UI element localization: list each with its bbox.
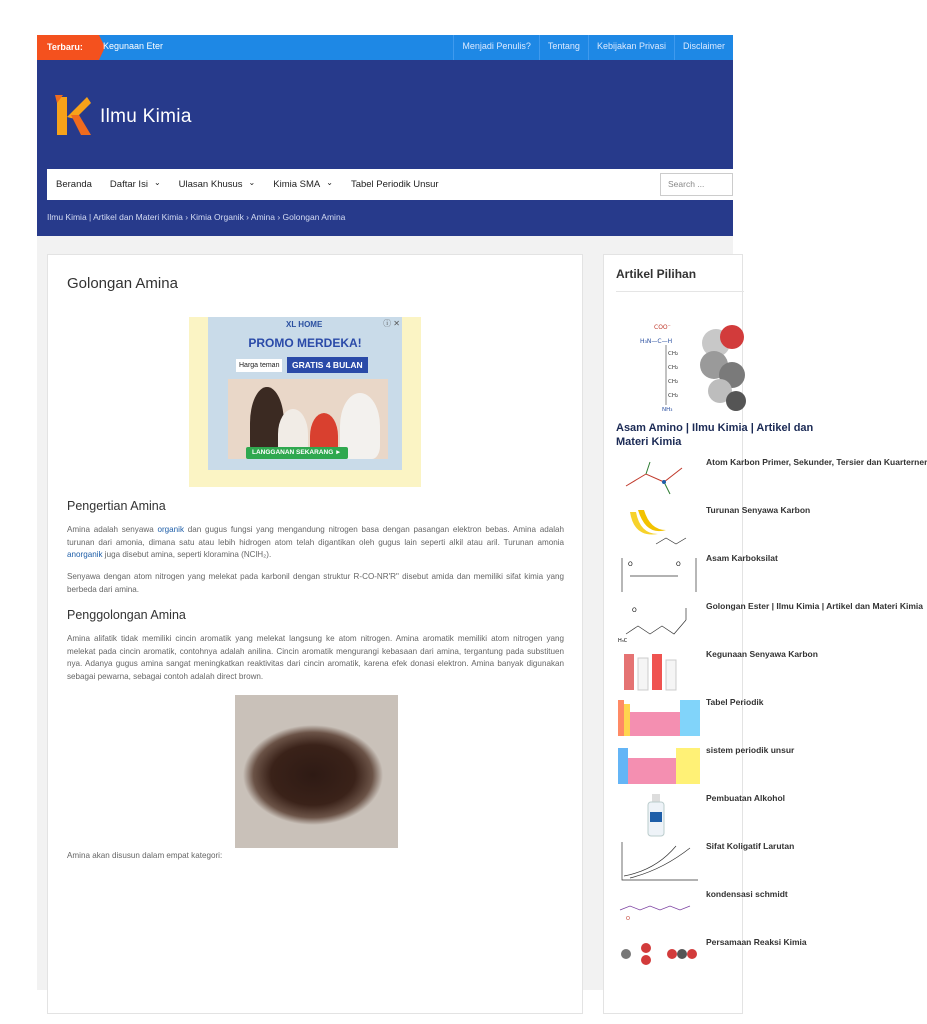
page bbox=[37, 35, 927, 990]
top-nav bbox=[453, 35, 733, 60]
thumbnail-ester bbox=[616, 600, 702, 644]
link-organik[interactable]: organik bbox=[157, 525, 184, 534]
para-text: juga disebut amina, seperti kloramina (NClH₂). bbox=[102, 550, 272, 560]
sidebar-item-pembuatan-alkohol[interactable] bbox=[616, 792, 816, 836]
chevron-down-icon: ⌄ bbox=[248, 178, 256, 187]
svg-text:CH₂: CH₂ bbox=[668, 365, 679, 371]
sidebar-item-atom-karbon[interactable] bbox=[616, 456, 927, 500]
site-logo-text[interactable]: Ilmu Kimia bbox=[100, 106, 192, 127]
nav-daftar-isi[interactable] bbox=[101, 179, 170, 190]
sidebar-item-label: Asam Karboksilat bbox=[706, 553, 778, 563]
paragraph-kategori: Amina akan disusun dalam empat kategori: bbox=[67, 851, 223, 860]
section-heading-pengertian: Pengertian Amina bbox=[67, 499, 166, 513]
sidebar-item-golongan-ester[interactable] bbox=[616, 600, 923, 644]
thumbnail-carbon-structure bbox=[616, 456, 702, 500]
sidebar-item-label: sistem periodik unsur bbox=[706, 745, 795, 755]
page-title: Golongan Amina bbox=[67, 275, 178, 292]
svg-text:CH₂: CH₂ bbox=[668, 351, 679, 357]
sidebar-item-tabel-periodik[interactable] bbox=[616, 696, 816, 740]
para-text: Amina adalah senyawa bbox=[67, 525, 158, 534]
chevron-down-icon: ⌄ bbox=[153, 178, 161, 187]
thumbnail-periodic-table bbox=[616, 696, 702, 740]
ad-banner[interactable] bbox=[208, 317, 402, 470]
thumbnail-banana bbox=[616, 504, 702, 548]
top-link-tentang[interactable]: Tentang bbox=[539, 35, 588, 60]
thumbnail-graph bbox=[616, 840, 702, 884]
sidebar-item-label: Kegunaan Senyawa Karbon bbox=[706, 649, 818, 659]
divider bbox=[616, 291, 744, 292]
breadcrumb[interactable]: Ilmu Kimia | Artikel dan Materi Kimia › Kimia Organik › Amina › Golongan Amina bbox=[47, 212, 346, 222]
ad-harga-text: Harga teman bbox=[236, 359, 282, 372]
sidebar-item-asam-karboksilat[interactable] bbox=[616, 552, 816, 596]
svg-text:COO⁻: COO⁻ bbox=[654, 324, 671, 331]
sidebar-item-kegunaan[interactable] bbox=[616, 648, 816, 692]
svg-text:H₃N—C—H: H₃N—C—H bbox=[640, 338, 673, 345]
featured-amino-acid-image[interactable] bbox=[616, 315, 744, 415]
nav-label: Daftar Isi bbox=[109, 179, 148, 190]
sidebar-item-label: Turunan Senyawa Karbon bbox=[706, 505, 811, 515]
top-bar bbox=[37, 35, 733, 60]
ad-cta-button[interactable]: LANGGANAN SEKARANG ► bbox=[246, 447, 348, 459]
svg-text:H₃C: H₃C bbox=[618, 638, 628, 644]
sidebar-item-turunan[interactable] bbox=[616, 504, 816, 548]
thumbnail-reaction bbox=[616, 888, 702, 932]
nav-label: Tabel Periodik Unsur bbox=[350, 179, 439, 190]
nav-ulasan-khusus[interactable] bbox=[170, 179, 265, 190]
sidebar-item-label: Sifat Koligatif Larutan bbox=[706, 841, 795, 851]
latest-label: Terbaru: bbox=[37, 35, 99, 60]
advertisement[interactable] bbox=[189, 317, 421, 487]
svg-text:O: O bbox=[676, 561, 681, 568]
thumbnail-periodic-system bbox=[616, 744, 702, 788]
direct-brown-photo bbox=[235, 695, 398, 848]
paragraph-penggolongan: Amina alifatik tidak memiliki cincin aromatik yang melekat langsung ke atom nitrogen. Amina aromatik memiliki atom nitrogen yang melekat pada cincin aromatik, contohnya adalah anilina. Cincin aromatik mengurangi kebasaan dari amina, tergantung pada substituen nya. Adanya gugus amina sangat meningkatkan reaktivitas dari cincin aromatik, karena efek donasi elektron. Amina banyak digunakan sebagai pewarna, sebagai contoh adalah direct brown. bbox=[67, 634, 564, 681]
top-link-disclaimer[interactable]: Disclaimer bbox=[674, 35, 733, 60]
link-anorganik[interactable]: anorganik bbox=[67, 550, 103, 560]
sidebar-item-sistem-periodik[interactable] bbox=[616, 744, 816, 788]
sidebar bbox=[603, 254, 927, 1014]
section-heading-penggolongan: Penggolongan Amina bbox=[67, 608, 186, 622]
svg-text:NH₃: NH₃ bbox=[662, 407, 673, 413]
chevron-down-icon: ⌄ bbox=[326, 178, 333, 187]
nav-label: Beranda bbox=[56, 179, 92, 190]
ad-gratis-text: GRATIS 4 BULAN bbox=[287, 357, 368, 373]
sidebar-item-label: Persamaan Reaksi Kimia bbox=[706, 937, 807, 947]
sidebar-item-label: Pembuatan Alkohol bbox=[706, 793, 786, 803]
nav-label: Kimia SMA bbox=[273, 179, 321, 190]
nav-tabel-periodik[interactable] bbox=[342, 179, 448, 190]
sidebar-item-label: Golongan Ester | Ilmu Kimia | Artikel dan Materi Kimia bbox=[706, 601, 923, 611]
close-icon[interactable]: ⓘ ✕ bbox=[383, 319, 400, 328]
svg-text:O: O bbox=[632, 607, 637, 614]
ad-promo-text: PROMO MERDEKA! bbox=[248, 336, 362, 350]
main-nav bbox=[47, 169, 733, 200]
sidebar-item-label: Tabel Periodik bbox=[706, 697, 764, 707]
svg-text:CH₂: CH₂ bbox=[668, 393, 679, 399]
sidebar-title: Artikel Pilihan bbox=[616, 267, 697, 281]
top-link-penulis[interactable]: Menjadi Penulis? bbox=[453, 35, 539, 60]
thumbnail-bottles bbox=[616, 648, 702, 692]
article-card bbox=[47, 254, 583, 1014]
nav-kimia-sma[interactable] bbox=[264, 179, 342, 190]
nav-beranda[interactable] bbox=[47, 179, 101, 190]
search-input[interactable]: Search ... bbox=[660, 173, 733, 196]
para-text: dan gugus fungsi yang mengandung nitrogen basa dengan pasangan elektron bebas. Amina adalah turunan dari amonia, dimana satu atau lebih hidrogen atom telah digantikan oleh gugus lain seperti alkil atau aril. Turunan amonia bbox=[67, 525, 565, 547]
sidebar-item-sifat-koligatif[interactable] bbox=[616, 840, 816, 884]
svg-text:O: O bbox=[626, 916, 630, 922]
top-link-kebijakan[interactable]: Kebijakan Privasi bbox=[588, 35, 674, 60]
thumbnail-alcohol-bottle bbox=[616, 792, 702, 836]
sidebar-item-persamaan-reaksi[interactable] bbox=[616, 936, 816, 980]
svg-text:O: O bbox=[628, 561, 633, 568]
paragraph-amida: Senyawa dengan atom nitrogen yang melekat pada karbonil dengan struktur R-CO-NR'R" disebut amida dan memiliki sifat kimia yang berbeda dari amina. bbox=[67, 572, 564, 594]
thumbnail-molecules bbox=[616, 936, 702, 980]
paragraph-pengertian bbox=[67, 524, 564, 562]
nav-label: Ulasan Khusus bbox=[178, 179, 243, 190]
site-header bbox=[37, 60, 733, 236]
latest-ticker-link[interactable]: Kegunaan Eter bbox=[103, 41, 164, 51]
featured-article-title[interactable]: Asam Amino | Ilmu Kimia | Artikel dan Materi Kimia bbox=[616, 422, 814, 448]
sidebar-item-label: kondensasi schmidt bbox=[706, 889, 788, 899]
thumbnail-carboxylic bbox=[616, 552, 702, 596]
sidebar-item-kondensasi[interactable] bbox=[616, 888, 816, 932]
ad-brand: XL HOME bbox=[286, 320, 323, 329]
svg-text:CH₂: CH₂ bbox=[668, 379, 679, 385]
logo-k-icon[interactable] bbox=[53, 93, 93, 139]
sidebar-item-label: Atom Karbon Primer, Sekunder, Tersier dan Kuarterner bbox=[706, 457, 927, 467]
